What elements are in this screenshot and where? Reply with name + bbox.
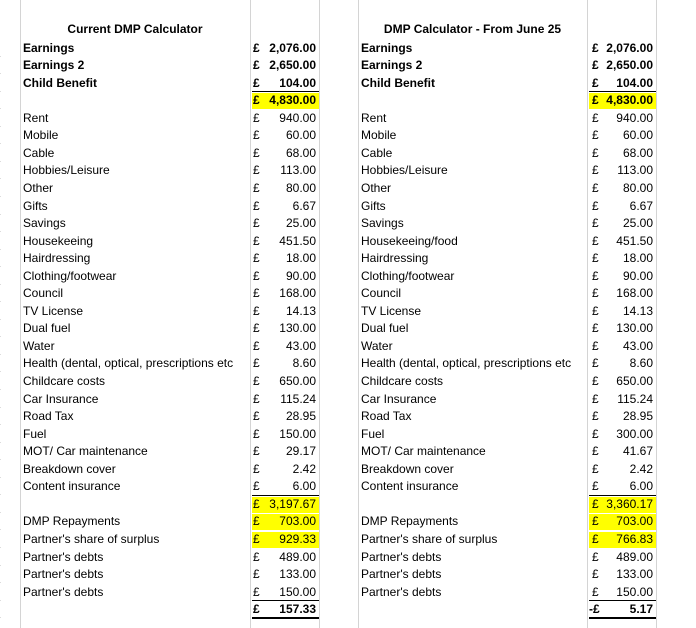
row-label: Breakdown cover <box>361 461 454 476</box>
amount-value: 43.00 <box>622 338 653 353</box>
row-label: Partner's debts <box>23 584 104 599</box>
amount-value: 2,076.00 <box>269 40 316 55</box>
currency-symbol: £ <box>253 40 260 55</box>
row-label: Gifts <box>361 198 386 213</box>
amount-value: 28.95 <box>285 409 316 424</box>
amount-value: 4,830.00 <box>269 93 316 108</box>
row-label: Child Benefit <box>23 75 97 90</box>
spreadsheet-row <box>0 162 1 179</box>
row-label: Savings <box>23 216 66 231</box>
spreadsheet-row <box>0 145 1 162</box>
row-label: Mobile <box>361 128 397 143</box>
amount-value: 115.24 <box>280 391 316 406</box>
currency-symbol: £ <box>253 461 260 476</box>
amount-value: 113.00 <box>280 163 316 178</box>
row-label: Fuel <box>23 426 47 441</box>
currency-symbol: £ <box>592 479 599 494</box>
currency-symbol: £ <box>253 374 260 388</box>
column-divider <box>20 0 21 628</box>
row-label: Partner's debts <box>23 549 104 564</box>
amount-value: 25.00 <box>622 216 653 231</box>
amount-value: 90.00 <box>622 268 653 283</box>
currency-symbol: £ <box>592 233 599 248</box>
row-label: Partner's debts <box>23 567 104 582</box>
amount-value: 150.00 <box>279 426 316 441</box>
currency-symbol: £ <box>253 180 260 195</box>
amount-value: 300.00 <box>616 426 653 441</box>
amount-value: 8.60 <box>629 356 653 371</box>
amount-value: 3,360.17 <box>606 496 653 511</box>
amount-value: 43.00 <box>285 338 316 353</box>
amount-value: 113.00 <box>617 163 653 178</box>
spreadsheet-row <box>0 355 1 372</box>
row-label: Road Tax <box>361 409 412 424</box>
spreadsheet-row <box>0 584 1 601</box>
spreadsheet-row <box>0 215 1 232</box>
row-label: Breakdown cover <box>23 461 116 476</box>
currency-symbol: £ <box>592 75 599 90</box>
amount-value: 25.00 <box>285 216 316 231</box>
amount-value: 68.00 <box>285 145 316 160</box>
currency-symbol: £ <box>592 180 599 195</box>
amount-value: 489.00 <box>279 549 316 564</box>
currency-symbol: £ <box>253 356 260 371</box>
currency-symbol: £ <box>592 145 599 160</box>
currency-symbol: £ <box>592 163 599 178</box>
currency-symbol: £ <box>592 268 599 283</box>
row-label: Council <box>361 286 402 301</box>
currency-symbol: £ <box>253 391 260 406</box>
amount-value: 2.42 <box>292 461 316 476</box>
row-label: Partner's debts <box>361 549 442 564</box>
currency-symbol: £ <box>592 409 599 424</box>
currency-symbol: £ <box>253 321 260 336</box>
amount-value: 6.00 <box>629 479 653 494</box>
currency-symbol: £ <box>592 531 599 546</box>
currency-symbol: £ <box>592 426 599 441</box>
currency-symbol: £ <box>592 567 599 582</box>
currency-symbol: £ <box>592 514 599 529</box>
row-label: DMP Repayments <box>23 514 121 529</box>
currency-symbol: £ <box>592 128 599 143</box>
row-label: Other <box>23 180 54 195</box>
currency-symbol: £ <box>253 426 260 441</box>
row-label: Cable <box>23 145 55 160</box>
amount-value: 4,830.00 <box>606 93 653 108</box>
amount-value: 2,650.00 <box>606 58 653 73</box>
amount-value: 130.00 <box>616 321 653 336</box>
amount-value: 3,197.67 <box>269 496 316 511</box>
currency-symbol: £ <box>253 549 260 564</box>
amount-value: 14.13 <box>285 303 316 318</box>
row-label: TV License <box>361 303 422 318</box>
currency-symbol: £ <box>592 58 599 73</box>
amount-value: 703.00 <box>279 514 316 529</box>
amount-value: 703.00 <box>616 514 653 529</box>
spreadsheet-row <box>0 566 1 583</box>
amount-value: 133.00 <box>279 567 316 582</box>
amount-value: 150.00 <box>279 584 316 599</box>
spreadsheet-row <box>0 285 1 302</box>
spreadsheet-row <box>0 513 1 530</box>
currency-symbol: £ <box>592 286 599 301</box>
currency-symbol: £ <box>253 531 260 546</box>
spreadsheet-row <box>0 461 1 478</box>
amount-value: 2,076.00 <box>606 40 653 55</box>
row-label: Council <box>23 286 64 301</box>
currency-symbol: £ <box>253 479 260 494</box>
currency-symbol: £ <box>253 163 260 178</box>
amount-value: 940.00 <box>279 110 316 125</box>
amount-value: 68.00 <box>622 145 653 160</box>
row-label: Fuel <box>361 426 385 441</box>
amount-value: 133.00 <box>616 567 653 582</box>
currency-symbol: £ <box>253 409 260 424</box>
amount-value: 104.00 <box>279 75 316 90</box>
spreadsheet-row <box>0 373 1 390</box>
currency-symbol: £ <box>592 374 599 388</box>
row-label: Partner's share of surplus <box>361 531 498 546</box>
row-label: Childcare costs <box>361 374 444 388</box>
amount-value: 766.83 <box>616 531 653 546</box>
currency-symbol: £ <box>253 110 260 125</box>
amount-value: 451.50 <box>279 233 316 248</box>
row-label: Rent <box>23 110 49 125</box>
currency-symbol: £ <box>592 338 599 353</box>
row-label: Housekeeing/food <box>361 233 458 248</box>
currency-symbol: £ <box>592 93 599 108</box>
currency-symbol: £ <box>592 198 599 213</box>
column-divider <box>250 0 251 628</box>
amount-value: 650.00 <box>279 374 316 388</box>
row-label: Other <box>361 180 392 195</box>
amount-value: 90.00 <box>285 268 316 283</box>
row-label: Content insurance <box>361 479 459 494</box>
currency-symbol: £ <box>253 496 260 511</box>
amount-value: 940.00 <box>616 110 653 125</box>
row-label: Earnings 2 <box>23 58 85 73</box>
amount-value: 6.67 <box>629 198 653 213</box>
amount-value: 489.00 <box>616 549 653 564</box>
row-label: Dual fuel <box>23 321 71 336</box>
currency-symbol: £ <box>592 584 599 599</box>
row-label: Content insurance <box>23 479 121 494</box>
currency-symbol: £ <box>592 40 599 55</box>
spreadsheet-row <box>0 549 1 566</box>
row-label: Gifts <box>23 198 48 213</box>
spreadsheet-row <box>0 268 1 285</box>
amount-value: 150.00 <box>616 584 653 599</box>
row-label: Housekeeing <box>23 233 94 248</box>
currency-symbol: £ <box>253 58 260 73</box>
row-label: Car Insurance <box>361 391 437 406</box>
amount-value: 5.17 <box>629 602 653 617</box>
row-label: DMP Repayments <box>361 514 459 529</box>
amount-value: 14.13 <box>622 303 653 318</box>
currency-symbol: £ <box>253 216 260 231</box>
spreadsheet-row <box>0 57 1 74</box>
column-divider <box>587 0 588 628</box>
currency-symbol: £ <box>592 391 599 406</box>
currency-symbol: £ <box>253 75 260 90</box>
spreadsheet-row <box>0 92 1 109</box>
amount-value: 130.00 <box>279 321 316 336</box>
currency-symbol: £ <box>253 514 260 529</box>
spreadsheet-row <box>0 40 1 57</box>
row-label: Cable <box>361 145 393 160</box>
row-label: Road Tax <box>23 409 74 424</box>
amount-value: 2.42 <box>629 461 653 476</box>
column-divider <box>358 0 359 628</box>
amount-value: 60.00 <box>622 128 653 143</box>
currency-symbol: £ <box>592 321 599 336</box>
currency-symbol: £ <box>253 233 260 248</box>
row-label: Health (dental, optical, prescriptions etc <box>361 356 572 371</box>
currency-symbol: £ <box>592 444 599 459</box>
spreadsheet-row <box>0 408 1 425</box>
amount-value: 8.60 <box>292 356 316 371</box>
currency-symbol: £ <box>253 145 260 160</box>
row-label: Water <box>361 338 393 353</box>
row-label: Health (dental, optical, prescriptions etc <box>23 356 234 371</box>
row-label: Partner's debts <box>361 584 442 599</box>
spreadsheet-row <box>0 531 1 548</box>
amount-value: 6.00 <box>292 479 316 494</box>
amount-value: 115.24 <box>617 391 653 406</box>
amount-value: 18.00 <box>622 251 653 266</box>
column-divider <box>319 0 320 628</box>
row-label: Child Benefit <box>361 75 435 90</box>
row-label: Car Insurance <box>23 391 99 406</box>
currency-symbol: £ <box>592 356 599 371</box>
spreadsheet-row <box>0 180 1 197</box>
currency-symbol: £ <box>592 461 599 476</box>
currency-symbol: £ <box>253 444 260 459</box>
amount-value: 929.33 <box>279 531 316 546</box>
currency-symbol: £ <box>592 496 599 511</box>
currency-symbol: £ <box>253 268 260 283</box>
row-label: Hairdressing <box>361 251 429 266</box>
currency-symbol: £ <box>592 110 599 125</box>
currency-symbol: -£ <box>589 602 600 617</box>
spreadsheet-row <box>0 443 1 460</box>
currency-symbol: £ <box>253 198 260 213</box>
currency-symbol: £ <box>253 286 260 301</box>
total-underline <box>589 617 656 619</box>
spreadsheet-row <box>0 198 1 215</box>
row-label: Rent <box>361 110 387 125</box>
row-label: Dual fuel <box>361 321 409 336</box>
currency-symbol: £ <box>592 251 599 266</box>
currency-symbol: £ <box>253 93 260 108</box>
spreadsheet-row <box>0 496 1 513</box>
amount-value: 6.67 <box>292 198 316 213</box>
amount-value: 157.33 <box>279 602 316 617</box>
spreadsheet-row <box>0 426 1 443</box>
row-label: Partner's share of surplus <box>23 531 160 546</box>
spreadsheet-row <box>0 601 1 618</box>
amount-value: 41.67 <box>622 444 653 459</box>
row-label: Savings <box>361 216 404 231</box>
currency-symbol: £ <box>592 303 599 318</box>
row-label: Partner's debts <box>361 567 442 582</box>
currency-symbol: £ <box>253 251 260 266</box>
row-label: MOT/ Car maintenance <box>361 444 486 459</box>
amount-value: 29.17 <box>285 444 316 459</box>
currency-symbol: £ <box>253 303 260 318</box>
spreadsheet-row <box>0 233 1 250</box>
spreadsheet-row <box>0 391 1 408</box>
amount-value: 451.50 <box>616 233 653 248</box>
amount-value: 80.00 <box>622 180 653 195</box>
spreadsheet-row <box>0 110 1 127</box>
amount-value: 2,650.00 <box>269 58 316 73</box>
amount-value: 650.00 <box>616 374 653 388</box>
amount-value: 18.00 <box>285 251 316 266</box>
row-label: Earnings <box>361 40 413 55</box>
row-label: Clothing/footwear <box>23 268 117 283</box>
spreadsheet-row <box>0 127 1 144</box>
row-label: Earnings 2 <box>361 58 423 73</box>
amount-value: 60.00 <box>285 128 316 143</box>
amount-value: 80.00 <box>285 180 316 195</box>
amount-value: 104.00 <box>616 75 653 90</box>
spreadsheet-row <box>0 478 1 495</box>
total-underline <box>252 617 319 619</box>
calculator-title: Current DMP Calculator <box>67 22 203 36</box>
row-label: Mobile <box>23 128 59 143</box>
row-label: MOT/ Car maintenance <box>23 444 148 459</box>
row-label: Hobbies/Leisure <box>23 163 110 178</box>
spreadsheet-row <box>0 320 1 337</box>
amount-value: 168.00 <box>616 286 653 301</box>
currency-symbol: £ <box>253 567 260 582</box>
row-label: Earnings <box>23 40 75 55</box>
spreadsheet-row <box>0 303 1 320</box>
currency-symbol: £ <box>592 549 599 564</box>
calculator-title: DMP Calculator - From June 25 <box>383 22 562 36</box>
currency-symbol: £ <box>253 602 260 617</box>
currency-symbol: £ <box>253 128 260 143</box>
amount-value: 28.95 <box>622 409 653 424</box>
column-divider <box>656 0 657 628</box>
row-label: Hairdressing <box>23 251 91 266</box>
currency-symbol: £ <box>592 216 599 231</box>
amount-value: 168.00 <box>279 286 316 301</box>
currency-symbol: £ <box>253 584 260 599</box>
spreadsheet-row <box>0 75 1 92</box>
row-label: Water <box>23 338 55 353</box>
row-label: Childcare costs <box>23 374 106 388</box>
row-label: Hobbies/Leisure <box>361 163 448 178</box>
currency-symbol: £ <box>253 338 260 353</box>
spreadsheet-row <box>0 338 1 355</box>
row-label: TV License <box>23 303 84 318</box>
row-label: Clothing/footwear <box>361 268 455 283</box>
spreadsheet-row <box>0 250 1 267</box>
